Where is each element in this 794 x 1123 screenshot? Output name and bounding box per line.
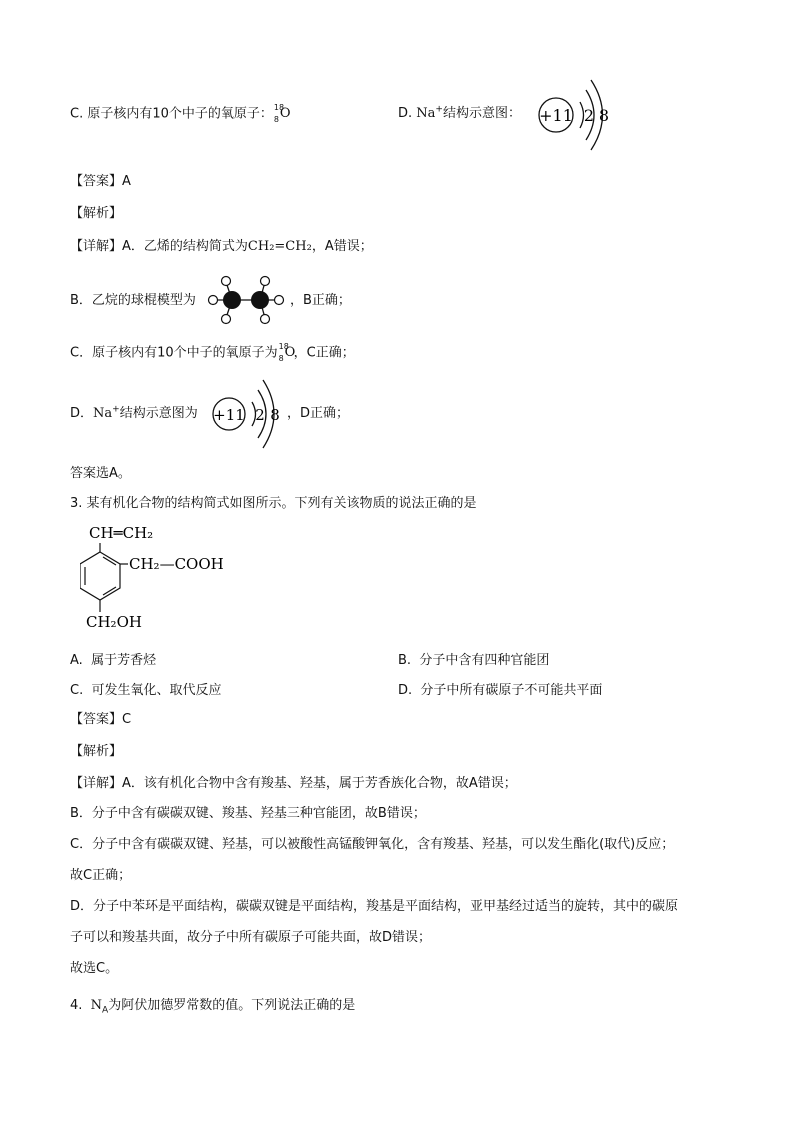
shell-1-electrons: 2 bbox=[255, 406, 265, 424]
ion-charge: + bbox=[112, 404, 120, 415]
q3-detail-a: 【详解】A．该有机化合物中含有羧基、羟基，属于芳香族化合物，故A错误； bbox=[70, 776, 517, 791]
option-label: D. bbox=[398, 683, 413, 698]
nucleus-charge: +11 bbox=[539, 106, 573, 125]
q3-answer bbox=[70, 710, 131, 730]
option-label: C. bbox=[70, 106, 88, 122]
element-symbol: O bbox=[284, 345, 296, 360]
q2-option-d bbox=[398, 104, 521, 124]
hydrogen-atom bbox=[261, 277, 270, 286]
avogadro-symbol: N bbox=[90, 998, 103, 1013]
benzene-ring bbox=[80, 552, 120, 600]
ethylene-formula: CH₂=CH₂ bbox=[247, 239, 312, 254]
shell-2-electrons: 8 bbox=[598, 106, 610, 125]
detail-text: D． bbox=[70, 406, 94, 421]
q3-analysis-tag: 【解析】 bbox=[70, 744, 123, 759]
vinyl-group: CH═CH₂ bbox=[89, 524, 154, 542]
q3-stem: 3. 某有机化合物的结构简式如图所示。下列有关该物质的说法正确的是 bbox=[70, 496, 477, 511]
hydrogen-atom bbox=[209, 296, 218, 305]
q3-detail-c-1: C．分子中含有碳碳双键、羟基，可以被酸性高锰酸钾氧化，含有羧基、羟基，可以发生酯化(取代)反应； bbox=[70, 837, 675, 852]
hydrogen-atom bbox=[261, 315, 270, 324]
element-symbol: O bbox=[279, 106, 291, 121]
option-text: 属于芳香烃 bbox=[91, 653, 157, 668]
sodium-ion-diagram bbox=[534, 78, 614, 154]
q2-detail-b-end: ，B正确； bbox=[290, 293, 351, 308]
q3-option-a bbox=[70, 651, 156, 671]
q3-detail-d-1: D．分子中苯环是平面结构，碳碳双键是平面结构，羧基是平面结构，亚甲基经过适当的旋转，其中的碳原 bbox=[70, 899, 679, 914]
option-label: B. bbox=[398, 653, 412, 668]
option-text: 分子中所有碳原子不可能共平面 bbox=[420, 683, 603, 698]
q3-option-d bbox=[398, 681, 602, 701]
atomic-number: 8 bbox=[273, 115, 279, 124]
ethane-ball-stick-model bbox=[204, 272, 288, 328]
question-number: 4. bbox=[70, 998, 83, 1013]
q2-detail-b bbox=[70, 291, 196, 311]
carbon-atom bbox=[223, 291, 241, 309]
detail-text: ，C正确； bbox=[293, 345, 355, 361]
sodium-ion-diagram bbox=[208, 378, 288, 452]
answer-value: A bbox=[122, 174, 131, 189]
q2-detail-a bbox=[70, 237, 373, 257]
mass-number: 18 bbox=[273, 103, 285, 112]
option-text: 可发生氧化、取代反应 bbox=[91, 683, 222, 698]
detail-text: C．原子核内有10个中子的氧原子为 bbox=[70, 345, 278, 361]
q4-stem bbox=[70, 996, 355, 1016]
hydrogen-atom bbox=[222, 277, 231, 286]
question-text: 为阿伏加德罗常数的值。下列说法正确的是 bbox=[108, 998, 356, 1013]
q2-detail-c bbox=[70, 343, 355, 364]
option-text: 原子核内有10个中子的氧原子： bbox=[87, 106, 273, 122]
acetic-acid-group: CH₂—COOH bbox=[129, 555, 224, 573]
detail-tag: 【详解】 bbox=[70, 239, 123, 254]
option-label: C. bbox=[70, 683, 84, 698]
q2-conclusion: 答案选A。 bbox=[70, 466, 131, 481]
hydroxymethyl-group: CH₂OH bbox=[86, 613, 142, 631]
ion-symbol: Na bbox=[416, 106, 436, 121]
shell-2-electrons: 8 bbox=[270, 406, 280, 424]
detail-text: 结构示意图为 bbox=[119, 406, 198, 421]
detail-text: ，A错误； bbox=[311, 239, 373, 254]
avogadro-subscript: A bbox=[102, 1005, 109, 1016]
detail-text: B．乙烷的球棍模型为 bbox=[70, 293, 196, 308]
option-label: D. bbox=[398, 106, 417, 121]
atomic-number: 8 bbox=[278, 354, 284, 363]
carbon-atom bbox=[251, 291, 269, 309]
nucleus-charge: +11 bbox=[213, 406, 245, 424]
option-text: 结构示意图： bbox=[442, 106, 521, 121]
shell-1-electrons: 2 bbox=[583, 106, 595, 125]
q2-option-c bbox=[70, 104, 289, 125]
q3-option-c bbox=[70, 681, 222, 701]
q2-detail-d-end: ，D正确； bbox=[287, 406, 350, 421]
oxygen-18-nuclide bbox=[273, 104, 289, 124]
q3-detail-b: B．分子中含有碳碳双键、羧基、羟基三种官能团，故B错误； bbox=[70, 806, 426, 821]
q2-analysis-tag: 【解析】 bbox=[70, 206, 123, 221]
oxygen-18-nuclide bbox=[278, 343, 294, 363]
ion-symbol: Na bbox=[93, 406, 113, 421]
detail-text: A．乙烯的结构简式为 bbox=[122, 239, 248, 254]
answer-tag: 【答案】 bbox=[70, 712, 123, 727]
option-label: A. bbox=[70, 653, 83, 668]
q2-answer bbox=[70, 172, 131, 192]
q3-conclusion: 故选C。 bbox=[70, 961, 119, 976]
q3-structure-diagram bbox=[80, 520, 250, 636]
answer-value: C bbox=[122, 712, 132, 727]
answer-tag: 【答案】 bbox=[70, 174, 123, 189]
q3-detail-d-2: 子可以和羧基共面，故分子中所有碳原子可能共面，故D错误； bbox=[70, 930, 432, 945]
hydrogen-atom bbox=[275, 296, 284, 305]
hydrogen-atom bbox=[222, 315, 231, 324]
ion-charge: + bbox=[435, 104, 443, 115]
q3-detail-c-2: 故C正确； bbox=[70, 868, 132, 883]
mass-number: 18 bbox=[278, 342, 289, 351]
q2-detail-d bbox=[70, 404, 198, 424]
q3-option-b bbox=[398, 651, 549, 671]
option-text: 分子中含有四种官能团 bbox=[419, 653, 550, 668]
